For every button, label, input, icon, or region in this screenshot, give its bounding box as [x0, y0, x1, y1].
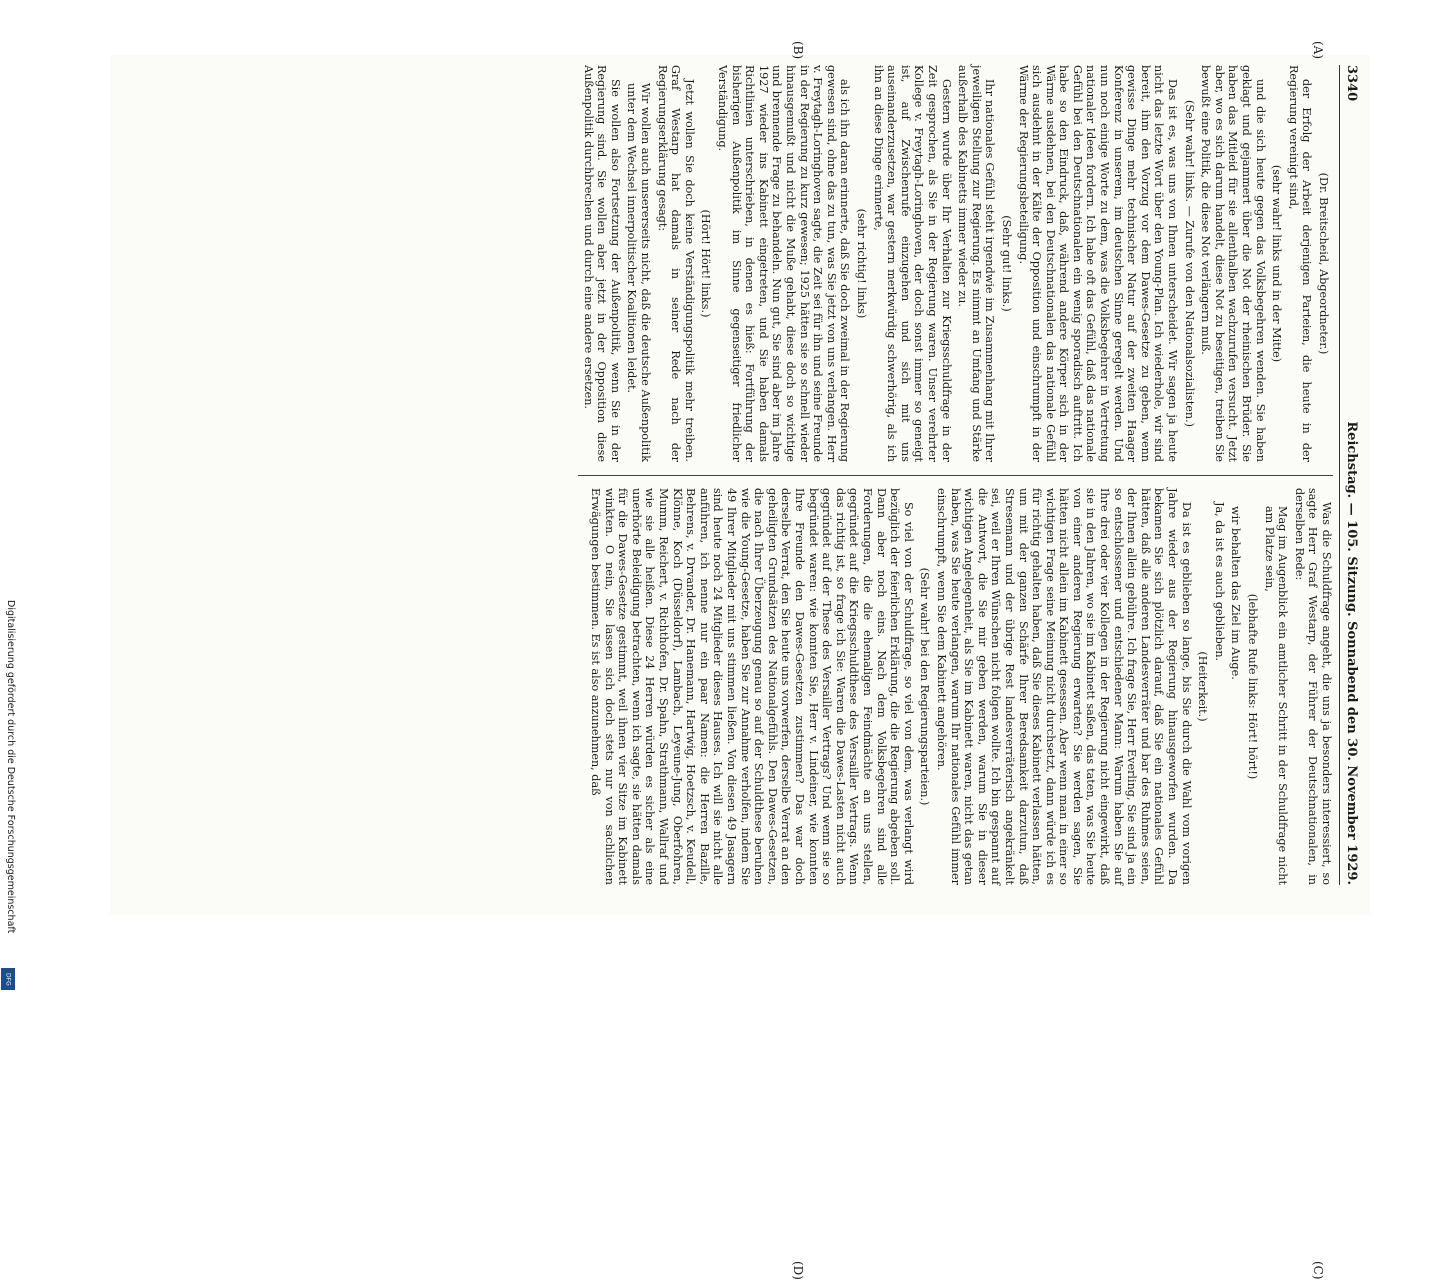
reaction: (lebhafte Rufe links: Hört! hört!) — [1246, 593, 1260, 780]
column-divider — [578, 475, 1333, 476]
dfg-logo: DFG — [1, 968, 15, 990]
paragraph: Das ist es, was uns von Ihnen unterscheidet. Wir sagen ja heute nicht das letzte Wort über den Young-Plan. Ich wiederhole, wir sind bereit, ihm den Vorzug vor dem Dawes-Gesetze zu geben, wenn gewisse Dinge mehr technischer Natur auf der zweiten Haager Konferenz in unserem, im deutschen Sinne geregelt werden. Und nun noch einige Worte zu dem, was die Volksbegehrer in Vertretung nationaler Ideen fordern. Ich habe oft das Gefühl, daß das nationale Gefühl bei den Deutschnationalen ein wenig sporadisch auftritt. Ich habe so den Eindruck, daß, während andere Körper sich in der Wärme ausdehnen, bei den Deutschnationalen das nationale Gefühl sich ausdehnt in der Kälte der Opposition und einschrumpft in der Wärme der Regierungsbeteiligung. — [1016, 65, 1180, 462]
text-columns — [578, 65, 1333, 885]
paragraph: Ja, da ist es auch geblieben. — [1212, 502, 1226, 662]
paragraph: Da ist es geblieben so lange, bis Sie durch die Wahl vom vorigen Jahre wieder aus der Regierung hinausgeworfen wurden. Da bekamen Sie sich plötzlich darauf, daß Sie ein nationales Gefühl hätten, daß alle anderen Landesverräter und bar des Ruhmes seien, der Ihnen allein gebühre. Ich frage Sie, Herr Everling, Sie sind ja ein so entschlossener und entschiedener Mann: Warum haben Sie auf Ihre drei oder vier Kollegen in der Regierung nicht eingewirkt, daß sie in den Jahren, wo sie im Kabinett saßen, das taten, was Sie heute von einer anderen Regierung erwarten? Sie werden sagen, Sie hätten nicht allein im Kabinett gesessen. Aber wenn man in einer so wichtigen Frage seine Meinung nicht durchsetzt, dann würde ich es für richtig gehalten haben, daß Sie dieses Kabinett verlassen hätten, um mit der ganzen Schärfe Ihrer Beredsamkeit darzutun, daß Stresemann und der übrige Rest landesverräterisch angekränkelt sei, weil er Ihren Wünschen nicht folgen wollte. Ich bin gespannt auf die Antwort, die Sie mir geben werden, warum Sie in dieser wichtigen Angelegenheit, als Sie im Kabinett waren, nicht das getan haben, was Sie heute verlangen, warum Ihr nationales Gefühl immer einschrumpft, wenn Sie dem Kabinett angehören. — [934, 488, 1193, 885]
quote: Mag im Augenblick ein amtlicher Schritt in der Schuldfrage nicht am Platze sein, — [1262, 506, 1290, 885]
quote: Wir wollen auch unsererseits nicht, daß die deutsche Außenpolitik unter dem Wechsel innerpolitischer Koalitionen leidet. — [625, 83, 653, 462]
paragraph: Was die Schuldfrage angeht, die uns ja besonders interessiert, so sagte Herr Graf Westarp, der Führer der Deutschnationalen, in derselben Rede: — [1292, 488, 1333, 885]
paragraph: Ihr nationales Gefühl steht irgendwie im Zusammenhang mit Ihrer jeweiligen Stellung zur Regierung. Es nimmt an Umfang und Stärke außerhalb des Kabinetts immer wieder zu. — [956, 65, 997, 462]
paragraph: So viel von der Schuldfrage, so viel von dem, was verlangt wird bezüglich der feierlichen Erklärung, die die Regierung abgeben soll. Dann aber noch eins. Nach dem Volksbegehren sind alle Forderungen, die die ehemaligen Feindmächte an uns stellen, gegründet auf die Kriegsschuldthese des Versailler Vertrags. Wenn das richtig ist, so frage ich Sie: Waren die Dawes-Lasten nicht auch gegründet auf der These des Versailler Vertrags? Und wenn sie so begründet waren: wie konnten Sie, Herr v. Lindeiner, wie konnten Ihre Freunde den Dawes-Gesetzen zustimmen? Das war doch derselbe Verrat, den Sie heute uns vorwerfen, derselbe Verrat an den geheiligten Grundsätzen des Nationalgefühls. Den Dawes-Gesetzen, die nach Ihrer Überzeugung genau so auf der Schuldthese beruhen wie die Young-Gesetze, haben Sie zur Annahme verholfen, indem Sie 49 Ihrer Mitglieder mit uns stimmen ließen. Von diesen 49 Jasagern sind heute noch 24 Mitglieder dieses Hauses. Ich will sie nicht alle anführen, ich nenne nur ein paar Namen: die Herren Bazille, Behrens, v. Drvander, Dr. Hanemann, Hartwig, Hoetzsch, v. Keudell, Klönne, Koch (Düsseldorf), Lambach, Leyeune-Jung, Oberfohren, Mumm, Reichert, v. Richthofen, Dr. Spahn, Strathmann, Wallraf und wie sie alle heißen. Diese 24 Herren würden es sicher als eine unerhörte Beleidigung betrachten, wenn ich sagte, sie hätten damals für die Dawes-Gesetze gestimmt, weil ihnen vier Sitze im Kabinett winkten. O nein, Sie lassen sich doch stets nur von sachlichen Erwägungen bestimmen. Es ist also anzunehmen, daß — [589, 488, 915, 885]
scanned-page — [110, 41, 1370, 1280]
margin-marker-d: (D) — [791, 1261, 805, 1280]
reaction: (Heiterkeit.) — [1196, 651, 1210, 722]
paragraph: der Erfolg der Arbeit derjenigen Parteien, die heute in der Regierung vereinigt sind, — [1286, 65, 1314, 462]
paragraph: und die sich heute gegen das Volksbegehren wenden. Sie haben geklagt und gejammert über die Not der rheinischen Brüder. Sie haben das Mitleid für sie allenthalben wachzurufen versucht. Jetzt aber, wo es sich darum handelt, diese Not zu beseitigen, treiben Sie bewußt eine Politik, die diese Not verlängern muß. — [1199, 65, 1267, 462]
reaction: (Sehr wahr! links. — Zurufe von den Nationalsozialisten.) — [1182, 99, 1196, 428]
reaction: (sehr wahr! links und in der Mitte) — [1270, 164, 1284, 363]
left-column — [578, 65, 1333, 462]
reaction: (sehr richtig! links) — [855, 208, 868, 319]
reaction: (Sehr wahr! bei den Regierungsparteien.) — [918, 567, 932, 806]
page-number: 3340 — [1344, 65, 1359, 102]
margin-marker-c: (C) — [1311, 1261, 1325, 1280]
page-header — [1339, 65, 1359, 885]
reaction: (Hört! Hört! links.) — [699, 209, 713, 318]
page-title: Reichstag. — 105. Sitzung. Sonnabend den 30. November 1929. — [1344, 421, 1359, 885]
quote: wir behalten das Ziel im Auge. — [1229, 506, 1243, 680]
right-column — [578, 488, 1333, 885]
margin-marker-a: (A) — [1311, 41, 1325, 60]
reaction: (Sehr gut! links.) — [999, 215, 1013, 312]
paragraph: Sie wollen also Fortsetzung der Außenpolitik, wenn Sie in der Regierung sind. Sie wollen aber jetzt in der Opposition diese Außenpolitik durchbrechen und durch eine andere ersetzen. — [581, 65, 622, 462]
credit-text: Digitalisierung gefördert durch die Deutsche Forschungsgemeinschaft — [5, 600, 16, 934]
paragraph: Gestern wurde über Ihr Verhalten zur Kriegsschuldfrage in der Zeit gesprochen, als Sie in der Regierung waren. Unser verehrter Kollege v. Freytagh-Loringhoven, der doch sonst immer so geneigt ist, auf Zwischenrufe einzugehen und sich mit uns auseinanderzusetzen, war gestern merkwürdig schwerhörig, als ich ihn an diese Dinge erinnerte, — [871, 65, 953, 462]
paragraph: Jetzt wollen Sie doch keine Verständigungspolitik mehr treiben. Graf Westarp hat damals in seiner Rede nach der Regierungserklärung gesagt: — [655, 65, 696, 462]
margin-marker-b: (B) — [791, 41, 805, 60]
page-content — [135, 41, 1365, 1280]
paragraph: als ich ihn daran erinnerte, daß Sie doch zweimal in der Regierung gewesen sind, ohne das zu tun, was Sie jetzt von uns verlangen. Herr v. Freytagh-Loringhoven sagte, die Zeit sei für ihn und seine Freunde in der Regierung zu kurz gewesen; 1925 hätten sie so schnell wieder hinausgemußt und nicht die Muße gehabt, diese doch so wichtige und brennende Frage zu behandeln. Nun gut, Sie sind aber im Jahre 1927 wieder ins Kabinett eingetreten, und Sie haben damals Richtlinien unterschrieben, in denen es hieß: Fortführung der bisherigen Außenpolitik im Sinne gegenseitiger friedlicher Verständigung. — [716, 65, 852, 462]
digitization-credit — [2, 600, 16, 995]
speaker-label: (Dr. Breitscheid, Abgeordneter.) — [1317, 172, 1330, 355]
